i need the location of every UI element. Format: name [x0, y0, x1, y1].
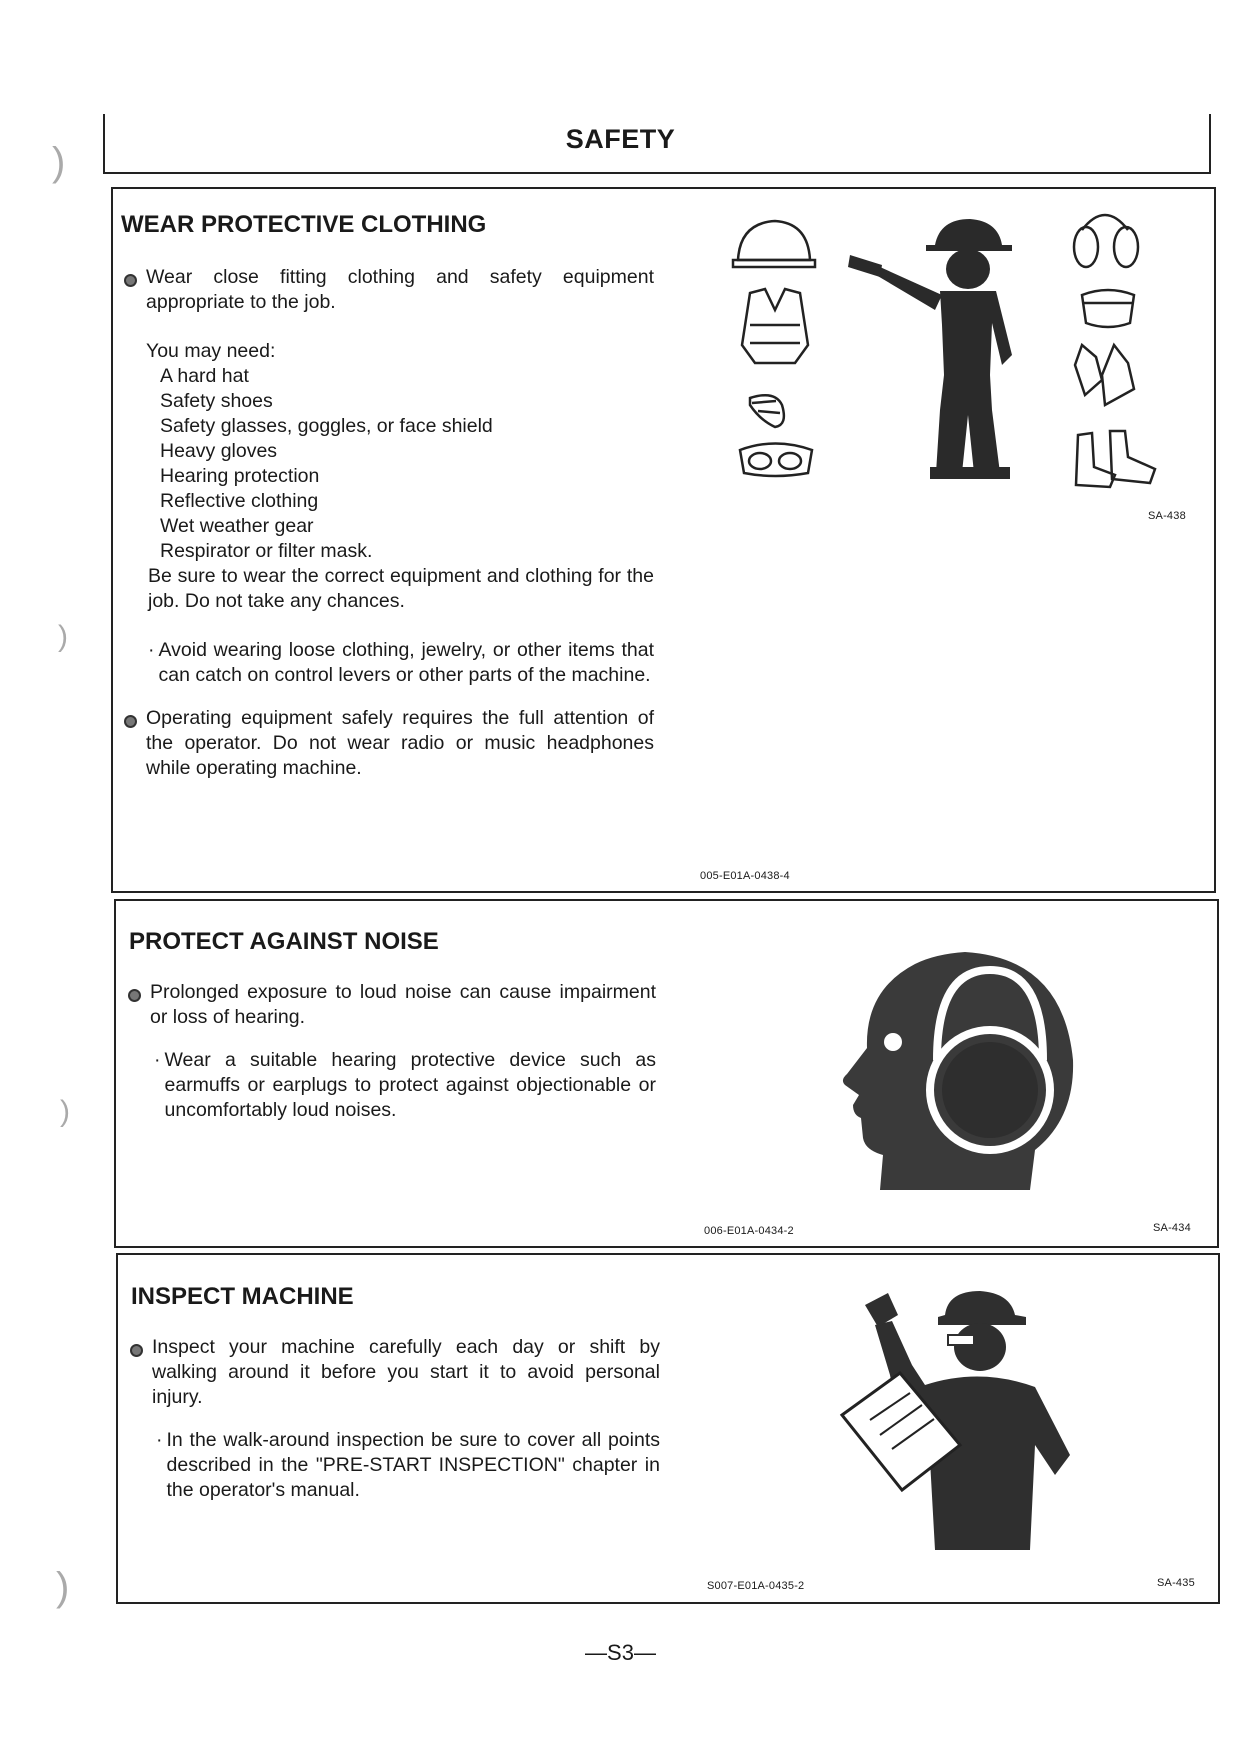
dash-icon: · — [148, 639, 155, 661]
section-title: PROTECT AGAINST NOISE — [129, 928, 439, 955]
goggles-icon — [740, 444, 812, 477]
page-number: —S3— — [585, 1640, 656, 1665]
safety-boots-icon — [1076, 431, 1155, 487]
document-code: 006-E01A-0434-2 — [704, 1225, 794, 1237]
bullet-icon — [124, 274, 137, 287]
section-title: WEAR PROTECTIVE CLOTHING — [121, 211, 487, 238]
scan-mark: ) — [60, 1095, 70, 1128]
page-title: SAFETY — [565, 124, 676, 154]
section-body — [128, 980, 656, 1123]
list-item: Hearing protection — [160, 465, 320, 487]
figure-code: SA-435 — [1157, 1577, 1195, 1589]
dash-icon: · — [156, 1429, 163, 1451]
be-sure-text: Be sure to wear the correct equipment and clothing for the job. Do not take any chances. — [148, 565, 654, 612]
sub-item-text: In the walk-around inspection be sure to cover all points described in the "PRE-START INSPECTION" chapter in the operator's manual. — [166, 1429, 660, 1501]
list-item: Safety shoes — [160, 390, 273, 412]
document-code: 005-E01A-0438-4 — [700, 870, 790, 882]
bullet-item — [124, 706, 654, 781]
sub-item — [156, 1428, 660, 1503]
bullet-item — [130, 1335, 660, 1410]
dash-icon: · — [154, 1049, 161, 1071]
list-item: Heavy gloves — [160, 440, 278, 462]
face-shield-icon — [1082, 290, 1134, 327]
bullet-text: Prolonged exposure to loud noise can cause impairment or loss of hearing. — [150, 981, 656, 1028]
scan-mark: ) — [52, 140, 66, 184]
bullet-icon — [130, 1344, 143, 1357]
gloves-icon — [1075, 345, 1134, 405]
ear-plug-icon — [750, 395, 784, 427]
sub-item — [154, 1048, 656, 1123]
head-with-earmuffs-icon — [843, 952, 1073, 1190]
figure-code: SA-434 — [1153, 1222, 1191, 1234]
bullet-icon — [128, 989, 141, 1002]
inspector-icon — [842, 1291, 1070, 1550]
scan-mark: ) — [58, 620, 68, 653]
section-title: INSPECT MACHINE — [131, 1283, 354, 1310]
section-body — [124, 265, 654, 781]
sub-item-text: Avoid wearing loose clothing, jewelry, or other items that can catch on control levers or other parts of the machine. — [158, 639, 654, 686]
equipment-list — [160, 364, 654, 564]
bullet-text: Wear close fitting clothing and safety equipment appropriate to the job. — [146, 266, 654, 313]
bullet-text: Inspect your machine carefully each day or shift by walking around it before you start it to avoid personal injury. — [152, 1336, 660, 1408]
list-item: Reflective clothing — [160, 490, 319, 512]
list-item: A hard hat — [160, 365, 249, 387]
sub-item-text: Wear a suitable hearing protective device such as earmuffs or earplugs to protect against objectionable or uncomfortably loud noises. — [164, 1049, 656, 1121]
section-body — [130, 1335, 660, 1503]
may-need-label: You may need: — [146, 340, 276, 362]
safety-vest-icon — [742, 289, 808, 363]
worker-icon — [848, 219, 1012, 479]
hard-hat-icon — [733, 221, 815, 267]
list-item: Wet weather gear — [160, 515, 314, 537]
list-item: Safety glasses, goggles, or face shield — [160, 415, 493, 437]
sub-item — [148, 638, 654, 688]
bullet-item — [124, 265, 654, 315]
hearing-protection-illustration — [825, 950, 1085, 1195]
inspector-illustration — [830, 1285, 1080, 1555]
list-item: Respirator or filter mask. — [160, 540, 373, 562]
figure-code: SA-438 — [1148, 510, 1186, 522]
document-code: S007-E01A-0435-2 — [707, 1580, 805, 1592]
scan-mark: ) — [56, 1565, 70, 1609]
bullet-item — [128, 980, 656, 1030]
earmuffs-icon — [1074, 215, 1138, 267]
bullet-icon — [124, 715, 137, 728]
bullet-text: Operating equipment safely requires the full attention of the operator. Do not wear radio or music headphones while operating machine. — [146, 707, 654, 779]
protective-clothing-illustration — [730, 205, 1180, 505]
